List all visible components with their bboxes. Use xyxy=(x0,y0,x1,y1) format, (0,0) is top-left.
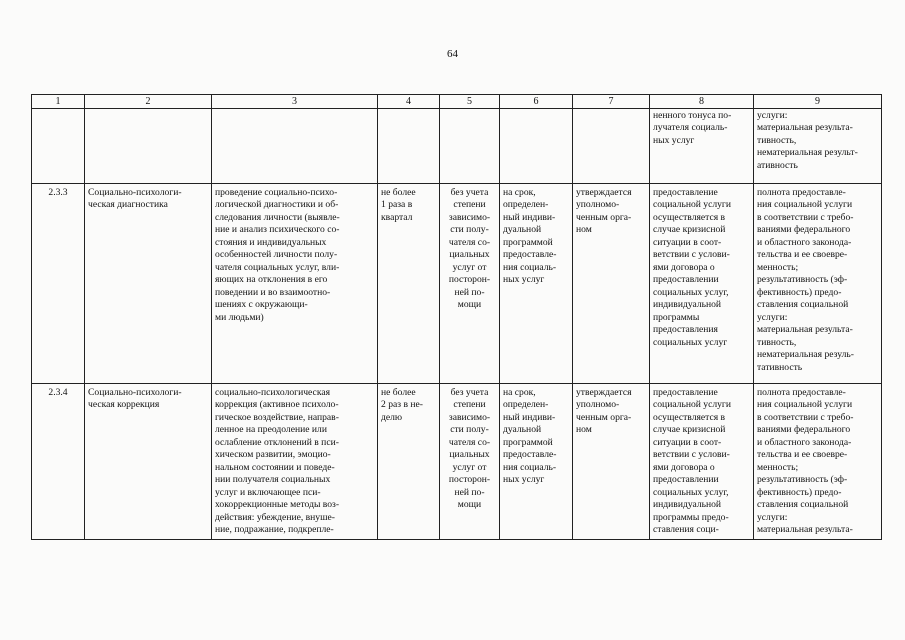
text-line: ми людьми) xyxy=(215,311,264,323)
text-line: яющих на отклонения в его xyxy=(215,274,328,286)
text-line: программы предо- xyxy=(653,511,729,523)
text-line: ями договора о xyxy=(653,261,715,273)
text-line: ческая диагностика xyxy=(88,199,168,211)
text-line: ных услуг xyxy=(653,134,695,146)
text-line: 1 раза в xyxy=(381,199,413,211)
text-line: полнота предоставле- xyxy=(757,187,846,198)
text-line: программы xyxy=(653,311,700,323)
service-indicators xyxy=(754,384,882,540)
text-line: предоставлении xyxy=(653,474,719,486)
text-line: результативность (эф- xyxy=(757,274,848,286)
text-line: и областного законода- xyxy=(757,436,852,448)
text-line: уполномо- xyxy=(576,199,620,211)
services-table xyxy=(31,94,882,540)
text-line: хокоррекционные методы воз- xyxy=(215,499,340,511)
text-line: чателя социальных услуг, вли- xyxy=(215,261,340,273)
text-line: тельства и ее своевре- xyxy=(757,249,848,261)
text-line: ней по- xyxy=(454,486,485,498)
text-line: сти полу- xyxy=(450,424,489,436)
text-line: индивидуальной xyxy=(653,299,722,311)
text-line: услуги: xyxy=(757,311,788,323)
text-line: социальной услуги xyxy=(653,399,732,411)
column-number: 5 xyxy=(440,95,500,109)
text-line: ставления социальной xyxy=(757,299,849,311)
text-line: фективность) предо- xyxy=(757,486,842,498)
text-line: ненного тонуса по- xyxy=(653,110,732,121)
text-line: в соответствии с требо- xyxy=(757,211,854,223)
text-line: чателя со- xyxy=(448,236,491,248)
text-line: ние и анализ психического со- xyxy=(215,224,340,236)
text-line: предоставле- xyxy=(503,449,557,461)
page-number: 64 xyxy=(447,48,458,60)
empty-cell xyxy=(85,109,212,184)
text-line: менность; xyxy=(757,261,799,273)
text-line: предоставление xyxy=(653,187,718,198)
service-approval xyxy=(573,384,650,540)
indicators-cell xyxy=(754,109,882,184)
service-cost-note xyxy=(440,184,500,384)
service-name xyxy=(85,384,212,540)
column-number: 9 xyxy=(754,95,882,109)
text-line: на срок, xyxy=(503,187,536,198)
text-line: утверждается xyxy=(576,187,632,198)
text-line: зависимо- xyxy=(448,211,491,223)
text-line: предоставления xyxy=(653,324,718,336)
service-term xyxy=(500,184,573,384)
column-number: 6 xyxy=(500,95,573,109)
text-line: тельства и ее своевре- xyxy=(757,449,848,461)
text-line: ние, подражание, подкрепле- xyxy=(215,524,334,536)
text-line: утверждается xyxy=(576,387,632,398)
text-line: уполномо- xyxy=(576,399,620,411)
text-line: программой xyxy=(503,236,553,248)
text-line: проведение социально-психо- xyxy=(215,187,338,198)
text-line: предоставле- xyxy=(503,249,557,261)
empty-cell xyxy=(500,109,573,184)
empty-cell xyxy=(378,109,440,184)
service-term xyxy=(500,384,573,540)
empty-cell xyxy=(573,109,650,184)
table-row xyxy=(32,384,882,540)
text-line: следования личности (выявле- xyxy=(215,211,340,223)
text-line: полнота предоставле- xyxy=(757,387,846,398)
text-line: определен- xyxy=(503,199,549,211)
service-frequency xyxy=(378,184,440,384)
text-line: поведении и во взаимоотно- xyxy=(215,286,331,298)
text-line: фективность) предо- xyxy=(757,286,842,298)
service-indicators xyxy=(754,184,882,384)
text-line: нематериальная результ- xyxy=(757,147,858,159)
text-line: осуществляется в xyxy=(653,411,726,423)
text-line: степени xyxy=(453,199,486,211)
text-line: нии получателя социальных xyxy=(215,474,331,486)
service-cost-note xyxy=(440,384,500,540)
text-line: не более xyxy=(381,387,416,398)
text-line: ями договора о xyxy=(653,461,715,473)
text-line: логической диагностики и об- xyxy=(215,199,339,211)
text-line: ставления соци- xyxy=(653,524,719,536)
column-numbers-row xyxy=(32,95,882,109)
text-line: ный индиви- xyxy=(503,211,556,223)
text-line: ослабление отклонений в пси- xyxy=(215,436,339,448)
text-line: социальных услуг xyxy=(653,336,728,348)
text-line: менность; xyxy=(757,461,799,473)
text-line: ном xyxy=(576,424,592,436)
service-description xyxy=(212,384,378,540)
text-line: тивность, xyxy=(757,336,797,348)
text-line: ния социаль- xyxy=(503,261,557,273)
text-line: степени xyxy=(453,399,486,411)
text-line: тивность, xyxy=(757,134,797,146)
text-line: Социально-психологи- xyxy=(88,187,182,198)
service-approval xyxy=(573,184,650,384)
text-line: социальных услуг, xyxy=(653,286,729,298)
text-line: нальном состоянии и поведе- xyxy=(215,461,335,473)
text-line: материальная результа- xyxy=(757,524,853,536)
text-line: ваниями федерального xyxy=(757,224,851,236)
text-line: индивидуальной xyxy=(653,499,722,511)
text-line: особенностей личности полу- xyxy=(215,249,338,261)
text-line: случае кризисной xyxy=(653,424,726,436)
service-conditions xyxy=(650,384,754,540)
text-line: хическом развитии, эмоцио- xyxy=(215,449,331,461)
text-line: программой xyxy=(503,436,553,448)
empty-cell xyxy=(32,109,85,184)
text-line: услуг от xyxy=(452,461,487,473)
text-line: ситуации в соот- xyxy=(653,236,722,248)
empty-cell xyxy=(440,109,500,184)
service-name xyxy=(85,184,212,384)
text-line: шениях с окружающи- xyxy=(215,299,308,311)
text-line: мощи xyxy=(457,499,482,511)
text-line: услуги: xyxy=(757,110,788,121)
text-line: дуальной xyxy=(503,424,542,436)
text-line: ных услуг xyxy=(503,274,545,286)
text-line: ческая коррекция xyxy=(88,399,160,411)
text-line: определен- xyxy=(503,399,549,411)
service-frequency xyxy=(378,384,440,540)
text-line: результативность (эф- xyxy=(757,474,848,486)
text-line: гическое воздействие, направ- xyxy=(215,411,339,423)
text-line: ставления социальной xyxy=(757,499,849,511)
text-line: в соответствии с требо- xyxy=(757,411,854,423)
text-line: осуществляется в xyxy=(653,211,726,223)
text-line: ния социальной услуги xyxy=(757,399,853,411)
column-number: 8 xyxy=(650,95,754,109)
text-line: социально-психологическая xyxy=(215,387,331,398)
text-line: предоставлении xyxy=(653,274,719,286)
text-line: сти полу- xyxy=(450,224,489,236)
text-line: посторон- xyxy=(448,474,491,486)
text-line: зависимо- xyxy=(448,411,491,423)
text-line: посторон- xyxy=(448,274,491,286)
text-line: ных услуг xyxy=(503,474,545,486)
text-line: 2 раз в не- xyxy=(381,399,423,411)
text-line: чателя со- xyxy=(448,436,491,448)
text-line: ном xyxy=(576,224,592,236)
text-line: действия: убеждение, внуше- xyxy=(215,511,335,523)
text-line: ней по- xyxy=(454,286,485,298)
text-line: материальная результа- xyxy=(757,122,853,134)
text-line: ченным орга- xyxy=(576,211,632,223)
text-line: стояния и индивидуальных xyxy=(215,236,327,248)
text-line: нематериальная резуль- xyxy=(757,349,854,361)
service-number: 2.3.3 xyxy=(32,184,85,384)
text-line: ситуации в соот- xyxy=(653,436,722,448)
column-number: 2 xyxy=(85,95,212,109)
column-number: 7 xyxy=(573,95,650,109)
text-line: и областного законода- xyxy=(757,236,852,248)
text-line: циальных xyxy=(449,449,490,461)
text-line: ваниями федерального xyxy=(757,424,851,436)
text-line: ативность xyxy=(757,159,798,171)
conditions-cell xyxy=(650,109,754,184)
service-number: 2.3.4 xyxy=(32,384,85,540)
text-line: дуальной xyxy=(503,224,542,236)
text-line: циальных xyxy=(449,249,490,261)
text-line: тативность xyxy=(757,361,803,373)
continuation-row xyxy=(32,109,882,184)
text-line: социальных услуг, xyxy=(653,486,729,498)
text-line: ния социальной услуги xyxy=(757,199,853,211)
text-line: Социально-психологи- xyxy=(88,387,182,398)
text-line: услуги: xyxy=(757,511,788,523)
text-line: предоставление xyxy=(653,387,718,398)
empty-cell xyxy=(212,109,378,184)
text-line: на срок, xyxy=(503,387,536,398)
service-conditions xyxy=(650,184,754,384)
text-line: услуг и включающее пси- xyxy=(215,486,321,498)
text-line: социальной услуги xyxy=(653,199,732,211)
text-line: делю xyxy=(381,411,403,423)
text-line: без учета xyxy=(450,187,489,198)
text-line: ный индиви- xyxy=(503,411,556,423)
table-row xyxy=(32,184,882,384)
text-line: услуг от xyxy=(452,261,487,273)
text-line: ветствии с услови- xyxy=(653,449,730,461)
text-line: ветствии с услови- xyxy=(653,249,730,261)
column-number: 3 xyxy=(212,95,378,109)
text-line: ния социаль- xyxy=(503,461,557,473)
text-line: без учета xyxy=(450,387,489,398)
column-number: 1 xyxy=(32,95,85,109)
text-line: мощи xyxy=(457,299,482,311)
text-line: лучателя социаль- xyxy=(653,122,728,134)
text-line: квартал xyxy=(381,211,413,223)
service-description xyxy=(212,184,378,384)
text-line: ченным орга- xyxy=(576,411,632,423)
text-line: ленное на преодоление или xyxy=(215,424,327,436)
text-line: материальная результа- xyxy=(757,324,853,336)
text-line: случае кризисной xyxy=(653,224,726,236)
column-number: 4 xyxy=(378,95,440,109)
text-line: коррекция (активное психоло- xyxy=(215,399,339,411)
text-line: не более xyxy=(381,187,416,198)
